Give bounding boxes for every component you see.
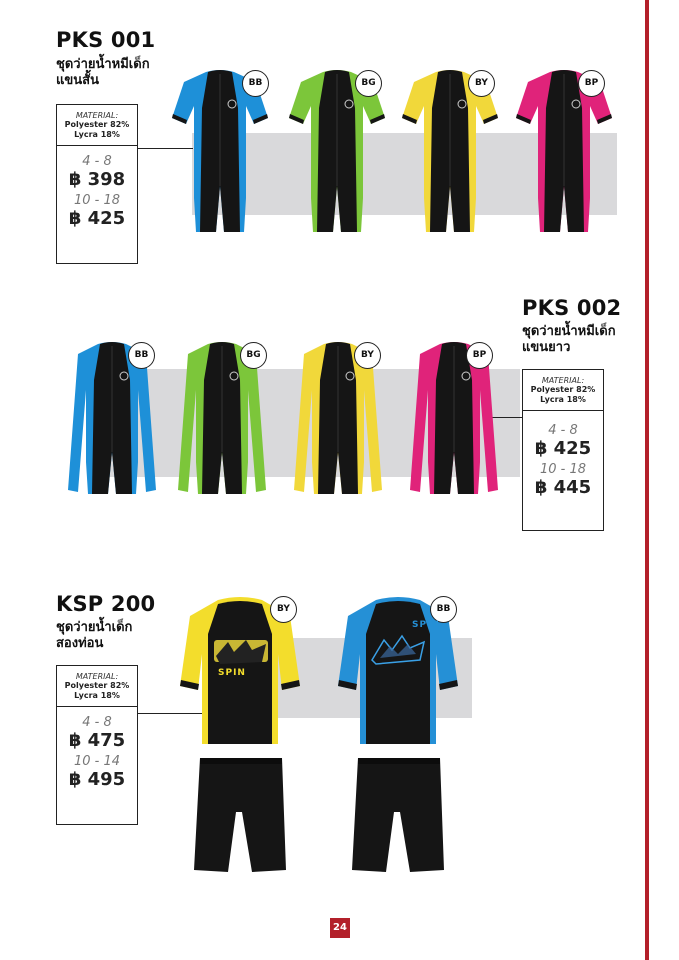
ksp200-material-box xyxy=(57,666,137,707)
ksp200-variant-by[interactable] xyxy=(178,594,302,880)
pks002-material-polyester: Polyester 82% xyxy=(530,385,596,394)
ksp200-size-large: 10 - 14 xyxy=(73,754,121,769)
pks001-price-large: ฿ 425 xyxy=(68,208,126,229)
ksp200-badge-bb: BB xyxy=(430,596,457,623)
ksp200-material-lycra: Lycra 18% xyxy=(74,691,120,700)
ksp200-price-large: ฿ 495 xyxy=(68,769,126,790)
pks002-variant-by[interactable] xyxy=(292,340,384,502)
pks002-title: PKS 002 xyxy=(522,296,622,320)
ksp200-price-box xyxy=(56,665,138,825)
pks002-variant-bb[interactable] xyxy=(66,340,158,502)
pks002-badge-bg: BG xyxy=(240,342,267,369)
ksp200-title: KSP 200 xyxy=(56,592,156,616)
two-piece-bb-image xyxy=(336,594,460,876)
pks001-badge-by: BY xyxy=(468,70,495,97)
pks001-size-small: 4 - 8 xyxy=(82,154,112,169)
page-number: 24 xyxy=(330,918,350,938)
pks002-material-label: MATERIAL: xyxy=(541,376,585,385)
pks002-price-small: ฿ 425 xyxy=(534,438,592,459)
pks002-desc-line1: ชุดว่ายน้ำหมีเด็ก xyxy=(522,324,616,339)
pks002-price-box xyxy=(522,369,604,531)
ksp200-desc-line2: สองท่อน xyxy=(56,636,104,651)
ksp200-description xyxy=(56,620,132,652)
pks001-description xyxy=(56,57,150,89)
pks001-size-large: 10 - 18 xyxy=(73,193,121,208)
pks002-description xyxy=(522,324,616,356)
pks002-variant-bp[interactable] xyxy=(408,340,500,502)
ksp200-bb-print-text: SPIN xyxy=(412,620,440,630)
pks001-desc-line2: แขนสั้น xyxy=(56,73,99,88)
ksp200-size-small: 4 - 8 xyxy=(82,715,112,730)
ksp200-badge-by: BY xyxy=(270,596,297,623)
pks002-material-lycra: Lycra 18% xyxy=(540,395,586,404)
pks002-price-large: ฿ 445 xyxy=(534,477,592,498)
ksp200-by-print-text: SPIN xyxy=(218,668,246,678)
pks001-variant-bp[interactable] xyxy=(514,68,614,240)
pks002-badge-bp: BP xyxy=(466,342,493,369)
ksp200-price-small: ฿ 475 xyxy=(68,730,126,751)
pks001-variant-bb[interactable] xyxy=(170,68,270,240)
pks001-material-polyester: Polyester 82% xyxy=(64,120,130,129)
pks001-material-label: MATERIAL: xyxy=(75,111,119,120)
pks001-badge-bb: BB xyxy=(242,70,269,97)
pks001-variant-by[interactable] xyxy=(400,68,500,240)
pks002-size-large: 10 - 18 xyxy=(539,462,587,477)
pks001-badge-bp: BP xyxy=(578,70,605,97)
pks001-material-lycra: Lycra 18% xyxy=(74,130,120,139)
pks002-badge-by: BY xyxy=(354,342,381,369)
two-piece-by-image xyxy=(178,594,302,876)
pks001-price-box xyxy=(56,104,138,264)
pks002-badge-bb: BB xyxy=(128,342,155,369)
pks002-desc-line2: แขนยาว xyxy=(522,340,571,355)
pks002-size-small: 4 - 8 xyxy=(548,423,578,438)
pks002-variant-bg[interactable] xyxy=(176,340,268,502)
pks001-desc-line1: ชุดว่ายน้ำหมีเด็ก xyxy=(56,57,150,72)
ksp200-desc-line1: ชุดว่ายน้ำเด็ก xyxy=(56,620,133,635)
pks001-variant-bg[interactable] xyxy=(287,68,387,240)
pks001-title: PKS 001 xyxy=(56,28,156,52)
ksp200-material-label: MATERIAL: xyxy=(75,672,119,681)
pks001-badge-bg: BG xyxy=(355,70,382,97)
pks002-material-box xyxy=(523,370,603,411)
page-edge-stripe xyxy=(645,0,649,960)
pks001-material-box xyxy=(57,105,137,146)
pks001-price-small: ฿ 398 xyxy=(68,169,126,190)
ksp200-variant-bb[interactable] xyxy=(336,594,460,880)
ksp200-material-polyester: Polyester 82% xyxy=(64,681,130,690)
